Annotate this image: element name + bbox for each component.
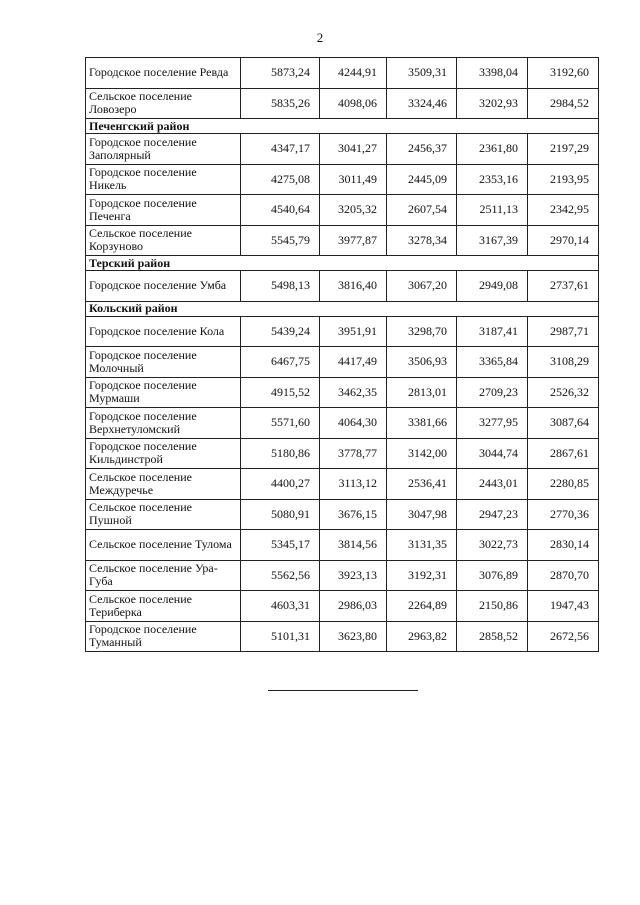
value-cell-3: 3506,93 (387, 347, 457, 378)
table-row (86, 621, 599, 652)
value-cell-2: 3951,91 (320, 316, 387, 347)
value-cell-1: 4603,31 (241, 591, 320, 622)
value-cell-3: 3324,46 (387, 88, 457, 119)
value-cell-2: 3623,80 (320, 621, 387, 652)
value-cell-3: 3381,66 (387, 408, 457, 439)
value-cell-4: 3167,39 (457, 225, 528, 256)
value-cell-4: 3022,73 (457, 530, 528, 561)
value-cell-1: 5571,60 (241, 408, 320, 439)
value-cell-4: 3398,04 (457, 58, 528, 89)
value-cell-1: 5562,56 (241, 560, 320, 591)
value-cell-2: 4417,49 (320, 347, 387, 378)
settlement-name: Сельское поселение Корзуново (86, 225, 241, 256)
value-cell-2: 3011,49 (320, 164, 387, 195)
value-cell-2: 3923,13 (320, 560, 387, 591)
district-header-row (86, 256, 599, 271)
value-cell-5: 2342,95 (528, 195, 599, 226)
value-cell-5: 3087,64 (528, 408, 599, 439)
value-cell-1: 4275,08 (241, 164, 320, 195)
value-cell-5: 2526,32 (528, 377, 599, 408)
value-cell-1: 5345,17 (241, 530, 320, 561)
value-cell-5: 2672,56 (528, 621, 599, 652)
value-cell-3: 3047,98 (387, 499, 457, 530)
table-row (86, 560, 599, 591)
value-cell-4: 3187,41 (457, 316, 528, 347)
settlement-name: Сельское поселение Ура-Губа (86, 560, 241, 591)
value-cell-5: 2197,29 (528, 134, 599, 165)
value-cell-4: 3202,93 (457, 88, 528, 119)
value-cell-1: 5439,24 (241, 316, 320, 347)
value-cell-4: 2353,16 (457, 164, 528, 195)
value-cell-2: 3041,27 (320, 134, 387, 165)
value-cell-3: 3298,70 (387, 316, 457, 347)
value-cell-4: 2858,52 (457, 621, 528, 652)
value-cell-4: 2443,01 (457, 469, 528, 500)
settlement-name: Сельское поселение Пушной (86, 499, 241, 530)
value-cell-4: 2150,86 (457, 591, 528, 622)
table-row (86, 225, 599, 256)
value-cell-3: 3192,31 (387, 560, 457, 591)
data-table (85, 57, 599, 652)
settlement-name: Сельское поселение Тулома (86, 530, 241, 561)
table-row (86, 469, 599, 500)
value-cell-1: 6467,75 (241, 347, 320, 378)
district-header-row (86, 301, 599, 316)
district-name: Кольский район (86, 301, 599, 316)
settlement-name: Городское поселение Мурмаши (86, 377, 241, 408)
settlement-name: Городское поселение Ревда (86, 58, 241, 89)
value-cell-3: 2264,89 (387, 591, 457, 622)
value-cell-2: 3676,15 (320, 499, 387, 530)
value-cell-2: 3462,35 (320, 377, 387, 408)
value-cell-3: 3278,34 (387, 225, 457, 256)
value-cell-2: 4064,30 (320, 408, 387, 439)
settlement-name: Городское поселение Никель (86, 164, 241, 195)
value-cell-3: 3067,20 (387, 271, 457, 302)
table-row (86, 164, 599, 195)
settlement-name: Сельское поселение Междуречье (86, 469, 241, 500)
value-cell-3: 2813,01 (387, 377, 457, 408)
value-cell-4: 2511,13 (457, 195, 528, 226)
table-row (86, 408, 599, 439)
value-cell-5: 3192,60 (528, 58, 599, 89)
value-cell-4: 3277,95 (457, 408, 528, 439)
value-cell-4: 3044,74 (457, 438, 528, 469)
settlement-name: Городское поселение Печенга (86, 195, 241, 226)
value-cell-5: 2970,14 (528, 225, 599, 256)
value-cell-5: 2193,95 (528, 164, 599, 195)
value-cell-2: 3814,56 (320, 530, 387, 561)
table-row (86, 438, 599, 469)
value-cell-4: 3076,89 (457, 560, 528, 591)
value-cell-3: 2456,37 (387, 134, 457, 165)
value-cell-5: 3108,29 (528, 347, 599, 378)
table-row (86, 134, 599, 165)
district-name: Печенгский район (86, 119, 599, 134)
value-cell-2: 3113,12 (320, 469, 387, 500)
value-cell-1: 5835,26 (241, 88, 320, 119)
value-cell-2: 3205,32 (320, 195, 387, 226)
value-cell-5: 2867,61 (528, 438, 599, 469)
value-cell-2: 2986,03 (320, 591, 387, 622)
value-cell-4: 2709,23 (457, 377, 528, 408)
value-cell-5: 1947,43 (528, 591, 599, 622)
table-row (86, 58, 599, 89)
value-cell-2: 3816,40 (320, 271, 387, 302)
table-row (86, 88, 599, 119)
settlement-name: Городское поселение Молочный (86, 347, 241, 378)
value-cell-3: 2536,41 (387, 469, 457, 500)
value-cell-3: 3142,00 (387, 438, 457, 469)
value-cell-1: 5498,13 (241, 271, 320, 302)
value-cell-2: 3977,87 (320, 225, 387, 256)
table-body (86, 58, 599, 652)
value-cell-5: 2870,70 (528, 560, 599, 591)
value-cell-2: 4244,91 (320, 58, 387, 89)
settlement-name: Городское поселение Умба (86, 271, 241, 302)
settlement-name: Сельское поселение Ловозеро (86, 88, 241, 119)
settlement-name: Городское поселение Кильдинстрой (86, 438, 241, 469)
value-cell-5: 2737,61 (528, 271, 599, 302)
page-number: 2 (316, 30, 324, 45)
table-row (86, 591, 599, 622)
value-cell-5: 2987,71 (528, 316, 599, 347)
value-cell-1: 4347,17 (241, 134, 320, 165)
value-cell-1: 5080,91 (241, 499, 320, 530)
settlement-name: Городское поселение Туманный (86, 621, 241, 652)
table-row (86, 530, 599, 561)
district-name: Терский район (86, 256, 599, 271)
value-cell-1: 4915,52 (241, 377, 320, 408)
value-cell-4: 3365,84 (457, 347, 528, 378)
table-row (86, 377, 599, 408)
value-cell-1: 4540,64 (241, 195, 320, 226)
value-cell-1: 5101,31 (241, 621, 320, 652)
district-header-row (86, 119, 599, 134)
value-cell-3: 2607,54 (387, 195, 457, 226)
value-cell-2: 3778,77 (320, 438, 387, 469)
value-cell-3: 3131,35 (387, 530, 457, 561)
value-cell-5: 2770,36 (528, 499, 599, 530)
value-cell-3: 3509,31 (387, 58, 457, 89)
table-row (86, 195, 599, 226)
value-cell-1: 5873,24 (241, 58, 320, 89)
table-row (86, 499, 599, 530)
value-cell-1: 5180,86 (241, 438, 320, 469)
closing-rule (268, 690, 418, 691)
settlement-name: Городское поселение Верхнетуломский (86, 408, 241, 439)
value-cell-5: 2830,14 (528, 530, 599, 561)
value-cell-5: 2984,52 (528, 88, 599, 119)
value-cell-4: 2949,08 (457, 271, 528, 302)
value-cell-1: 5545,79 (241, 225, 320, 256)
table-row (86, 347, 599, 378)
value-cell-4: 2947,23 (457, 499, 528, 530)
value-cell-5: 2280,85 (528, 469, 599, 500)
table-row (86, 316, 599, 347)
settlement-name: Городское поселение Заполярный (86, 134, 241, 165)
settlement-name: Сельское поселение Териберка (86, 591, 241, 622)
value-cell-2: 4098,06 (320, 88, 387, 119)
settlement-name: Городское поселение Кола (86, 316, 241, 347)
value-cell-4: 2361,80 (457, 134, 528, 165)
value-cell-3: 2445,09 (387, 164, 457, 195)
value-cell-1: 4400,27 (241, 469, 320, 500)
value-cell-3: 2963,82 (387, 621, 457, 652)
table-row (86, 271, 599, 302)
